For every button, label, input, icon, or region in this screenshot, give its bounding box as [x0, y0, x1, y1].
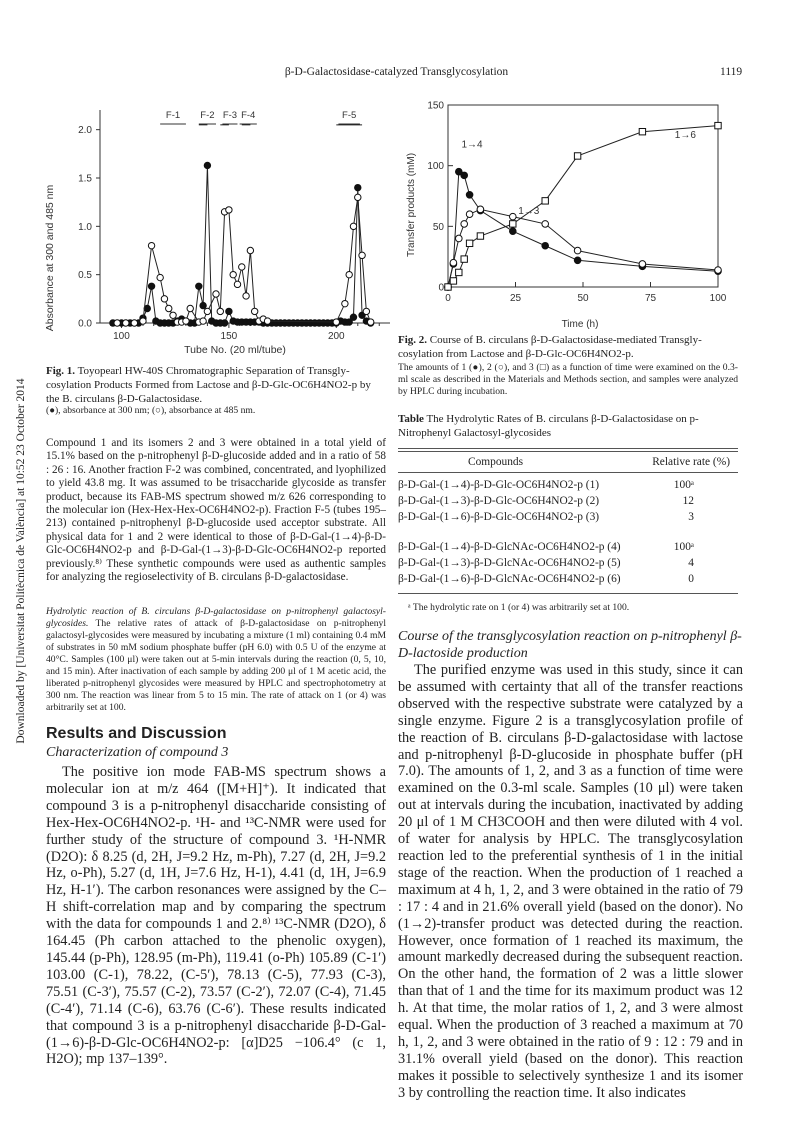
- figure-1-caption: [46, 364, 386, 406]
- table-row: [398, 509, 738, 525]
- table-row: [398, 539, 738, 555]
- data-point-485nm: [346, 271, 352, 277]
- x-tick-label: 25: [509, 293, 522, 304]
- data-point-300nm: [221, 320, 227, 326]
- data-point-compound-1: [461, 172, 468, 179]
- paragraph-characterization: The positive ion mode FAB-MS spectrum shows a molecular ion at m/z 464 ([M+H]⁺). It indicated that compound 3 is a p-nitrophenyl disaccharide consisting of Hex-Hex-OC6H4NO2-p. ¹H- and ¹³C-NMR were used for further study of the structure of compound 3. ¹H-NMR (D2O): δ 8.25 (d, 2H, J=9.2 Hz, m-Ph), 7.27 (d, 2H, J=9.2 Hz, o-Ph), 5.27 (d, 1H, J=7.6 Hz, H-1), 4.41 (d, 1H, J=6.9 Hz, H-1′). The carbon resonances were assigned by the C–H shift-correlation map and by comparing the spectrum with the data for compounds 1 and 2.⁸⁾ ¹³C-NMR (D2O), δ 164.45 (Ph carbon attached to the phenolic oxygen), 145.44 (p-Ph), 128.95 (m-Ph), 119.41 (o-Ph) 105.89 (C-1′) 103.00 (C-1), 78.22, (C-5′), 78.13 (C-5), 77.93 (C-3), 75.51 (C-3′), 75.57 (C-2), 73.57 (C-2′), 72.07 (C-4), 71.45 (C-4′), 71.14 (C-6), 63.76 (C-6′). These results indicated that compound 3 is a p-nitrophenyl disaccharide β-D-Gal-(1→6)-β-D-Glc-OC6H4NO2-p: [α]D25 −106.4° (c 1, H2O); mp 137–139°.: [46, 764, 386, 1068]
- data-point-485nm: [367, 319, 373, 325]
- data-point-compound-3: [466, 240, 472, 246]
- figure-2-note: The amounts of 1 (●), 2 (○), and 3 (□) as a function of time were examined on the 0.3-ml scale as described in the Materials and Methods section, and samples were analyzed by HPLC during incubation.: [398, 362, 738, 397]
- data-point-485nm: [350, 223, 356, 229]
- data-point-compound-3: [456, 269, 462, 275]
- data-point-compound-1: [542, 242, 549, 249]
- figure-1-x-label: Tube No. (20 ml/tube): [184, 344, 286, 356]
- download-note: [6, 350, 28, 780]
- data-point-300nm: [350, 314, 356, 320]
- data-point-485nm: [123, 320, 129, 326]
- data-point-compound-3: [639, 128, 645, 134]
- data-point-485nm: [355, 194, 361, 200]
- y-tick-label: 0.5: [78, 270, 92, 282]
- figure-2-caption-text: Course of B. circulans β-D-Galactosidase-mediated Transgly-cosylation from Lactose and β-D-Glc-OC6H4NO2-p.: [398, 334, 702, 360]
- data-point-compound-3: [510, 221, 516, 227]
- data-point-300nm: [355, 184, 361, 190]
- x-tick-label: 0: [445, 293, 451, 304]
- rates-table-body: [398, 477, 738, 587]
- data-point-compound-3: [450, 278, 456, 284]
- data-point-compound-3: [574, 153, 580, 159]
- figure-2-chart: [400, 95, 730, 335]
- x-tick-label: 100: [709, 293, 727, 304]
- data-point-300nm: [148, 283, 154, 289]
- data-point-485nm: [239, 264, 245, 270]
- rates-table: [398, 452, 738, 472]
- figure-1-fraction-brackets: [160, 110, 360, 124]
- data-point-compound-2: [542, 221, 549, 228]
- data-point-compound-3: [445, 284, 451, 290]
- data-point-compound-2: [477, 206, 484, 213]
- data-point-485nm: [264, 318, 270, 324]
- data-point-compound-3: [715, 122, 721, 128]
- data-point-compound-2: [450, 259, 457, 266]
- course-subheading: Course of the transglycosylation reaction on p-nitrophenyl β-D-lactoside production: [398, 629, 742, 661]
- data-point-485nm: [131, 320, 137, 326]
- x-tick-label: 100: [113, 331, 130, 342]
- table-cell-rate: 3: [688, 511, 694, 523]
- table-title-text: The Hydrolytic Rates of B. circulans β-D-Galactosidase on p-Nitrophenyl Galactosyl-glycosides: [398, 413, 699, 439]
- data-point-compound-3: [477, 233, 483, 239]
- data-point-compound-2: [574, 247, 581, 254]
- data-point-compound-1: [574, 257, 581, 264]
- table-cell-rate: 100ᵃ: [673, 541, 694, 553]
- data-point-485nm: [342, 300, 348, 306]
- data-point-compound-1: [466, 191, 473, 198]
- header-relative-rate: Relative rate (%): [652, 456, 730, 468]
- y-tick-label: 150: [427, 100, 444, 112]
- x-tick-label: 150: [220, 331, 238, 342]
- table-row: [398, 493, 738, 509]
- fraction-label: F-4: [241, 110, 256, 121]
- table-cell-rate: 4: [688, 557, 694, 569]
- data-point-485nm: [170, 312, 176, 318]
- figure-2-caption-title: Fig. 2.: [398, 334, 428, 346]
- data-point-485nm: [363, 308, 369, 314]
- figure-2-y-label: Transfer products (mM): [406, 152, 417, 258]
- table-title: [398, 412, 738, 440]
- data-point-300nm: [226, 308, 232, 314]
- data-point-compound-3: [542, 198, 548, 204]
- hydrolytic-method-text: The relative rates of attack of β-D-galactosidase on p-nitrophenyl galactosyl-glycosides were measured by incubating a mixture (1 ml) containing 0.4 mM of substrates in 50 mM sodium phosphate buffer (pH 6.0) with 0.5 U of the enzyme at 40°C. Samples (100 μl) were taken out at 5-min intervals during the reaction (0, 5, 10, and 15 min). After inactivation of each sample by adding 200 μl of 1 M acetic acid, the liberated p-nitrophenyl glycosides were measured by HPLC and spectrophotometry at 300 nm. The reaction was linear from 5 to 15 min. The rate of attack on 1 (or 4) was arbitrarily set at 100.: [46, 618, 386, 713]
- series-line: [448, 172, 718, 287]
- figure-2-x-label: Time (h): [561, 319, 599, 330]
- data-point-485nm: [234, 281, 240, 287]
- data-point-compound-2: [456, 235, 463, 242]
- data-point-300nm: [204, 162, 210, 168]
- data-point-485nm: [183, 318, 189, 324]
- table-footnote: ᵃ The hydrolytic rate on 1 (or 4) was arbitrarily set at 100.: [408, 602, 630, 613]
- data-point-compound-2: [639, 261, 646, 268]
- figure-1-caption-text: Toyopearl HW-40S Chromatographic Separation of Transgly-cosylation Products Formed from Lactose and β-D-Glc-OC6H4NO2-p by the B. circulans β-D-Galactosidase.: [46, 365, 371, 405]
- data-point-compound-2: [715, 267, 722, 274]
- running-head: β-D-Galactosidase-catalyzed Transglycosylation: [284, 66, 509, 78]
- y-tick-label: 50: [432, 221, 444, 233]
- curve-label: 1→3: [518, 206, 540, 218]
- header-compounds: Compounds: [468, 456, 524, 468]
- data-point-485nm: [230, 271, 236, 277]
- table-cell-rate: 12: [682, 495, 694, 507]
- data-point-485nm: [166, 305, 172, 311]
- paragraph-hydrolytic-method: [46, 606, 386, 714]
- data-point-485nm: [200, 318, 206, 324]
- download-note-text: Downloaded by [Universitat Politècnica de València] at 10:52 23 October 2014: [15, 378, 27, 744]
- y-tick-label: 2.0: [78, 125, 92, 137]
- data-point-485nm: [114, 320, 120, 326]
- figure-1-series: [110, 125, 374, 326]
- figure-2-caption: [398, 333, 738, 361]
- data-point-485nm: [157, 274, 163, 280]
- figure-1-chart: [40, 98, 395, 358]
- table-cell-compound: β-D-Gal-(1→4)-β-D-Glc-OC6H4NO2-p (1): [398, 479, 600, 491]
- data-point-485nm: [148, 242, 154, 248]
- table-cell-rate: 0: [688, 573, 694, 585]
- hydrolytic-method-title: Hydrolytic reaction of B. circulans β-D-galactosidase on p-nitrophenyl galactosyl-glycosides.: [46, 606, 386, 629]
- curve-label: 1→6: [674, 129, 696, 141]
- data-point-compound-2: [510, 213, 517, 220]
- page-number: 1119: [720, 66, 743, 78]
- rates-table-wrapper: [398, 448, 738, 614]
- data-point-compound-3: [461, 256, 467, 262]
- data-point-485nm: [226, 207, 232, 213]
- table-cell-compound: β-D-Gal-(1→6)-β-D-Glc-OC6H4NO2-p (3): [398, 511, 600, 523]
- y-tick-label: 1.0: [78, 221, 92, 233]
- y-tick-label: 100: [427, 161, 444, 173]
- data-point-485nm: [247, 247, 253, 253]
- data-point-485nm: [251, 308, 257, 314]
- fraction-label: F-5: [342, 110, 357, 121]
- data-point-485nm: [204, 308, 210, 314]
- table-row: [398, 477, 738, 493]
- data-point-485nm: [213, 291, 219, 297]
- paragraph-compound-yield: Compound 1 and its isomers 2 and 3 were obtained in a total yield of 15.1% based on the p-nitrophenyl β-D-glucoside added and in a ratio of 58 : 26 : 16. Another fraction F-2 was combined, concentrated, and lyophilized to yield 43.8 mg. It was assumed to be trisaccharide glycoside as transfer product, because its FAB-MS spectrum showed m/z 626 corresponding to the molecular ion (Hex-Hex-Hex-OC6H4NO2-p). Fraction F-5 (tubes 195–213) contained p-nitrophenyl β-D-glucoside used acceptor substrate. All physical data for 1 and 2 were identical to those of β-D-Gal-(1→4)-β-D-Glc-OC6H4NO2-p and β-D-Gal-(1→3)-β-D-Glc-OC6H4NO2-p reported previously.⁸⁾ These synthetic compounds were used as authentic samples for analyzing the regioselectivity of B. circulans β-D-galactosidase.: [46, 437, 386, 584]
- table-header-row: [398, 452, 738, 472]
- y-tick-label: 1.5: [78, 173, 92, 185]
- table-cell-compound: β-D-Gal-(1→3)-β-D-Glc-OC6H4NO2-p (2): [398, 495, 600, 507]
- fraction-label: F-2: [200, 110, 215, 121]
- data-point-compound-2: [461, 221, 468, 228]
- table-title-label: Table: [398, 413, 424, 425]
- data-point-485nm: [217, 308, 223, 314]
- y-tick-label: 0: [438, 282, 444, 294]
- x-tick-label: 50: [577, 293, 589, 304]
- series-line: [448, 126, 718, 287]
- x-tick-label: 75: [644, 293, 657, 304]
- data-point-485nm: [140, 318, 146, 324]
- table-row: [398, 571, 738, 587]
- fraction-label: F-1: [165, 110, 181, 121]
- data-point-485nm: [243, 293, 249, 299]
- data-point-compound-1: [510, 228, 517, 235]
- paragraph-course: The purified enzyme was used in this study, since it can be assumed with certainty that all of the transfer reactions observed with the respective substrate were catalyzed by a single enzyme. Figure 2 is a transglycosylation profile of the reaction of B. circulans β-D-galactosidase with lactose and p-nitrophenyl β-D-glucoside in phosphate buffer (pH 7.0). The amounts of 1, 2, and 3 as a function of time were examined on the 0.3-ml scale. Samples (10 μl) were taken out at intervals during the incubation, inactivated by adding 20 μl of 1 M CH3COOH and then were diluted with 4 vol. of water for analysis by HPLC. The transglycosylation reaction led to the preferential synthesis of 1 in the initial stage of the reaction. When the production of 1 reached a maximum at 4 h, 1, 2, and 3 were obtained in the ratio of 79 : 17 : 4 and in 21.6% overall yield (based on the donor). No (1→2)-transfer product was detected during the reaction. However, once formation of 1 reached its maximum, the amount markedly decreased during the subsequent reaction. On the other hand, the formation of 2 was a little slower than that of 1 and the time for its maximum product was 12 h. At that time, the molar ratios of 1, 2, and 3 were almost equal. When the production of 3 reached a maximum at 70 h, 1, 2, and 3 were obtained in the ratio of 9 : 12 : 79 and in 31.1% overall yield (based on the donor). This reaction makes it possible to selectively synthesize 1 and its isomer 3 by controlling the reaction time. It also indicates: [398, 662, 743, 1101]
- results-heading: Results and Discussion: [46, 725, 227, 742]
- data-point-300nm: [196, 283, 202, 289]
- fraction-label: F-3: [222, 110, 238, 121]
- table-cell-compound: β-D-Gal-(1→4)-β-D-GlcNAc-OC6H4NO2-p (4): [398, 541, 621, 553]
- data-point-485nm: [333, 319, 339, 325]
- data-point-300nm: [200, 302, 206, 308]
- data-point-485nm: [161, 296, 167, 302]
- figure-1-y-label: Absorbance at 300 and 485 nm: [44, 184, 56, 332]
- data-point-485nm: [359, 252, 365, 258]
- series-line: [117, 197, 370, 323]
- figure-1-caption-title: Fig. 1.: [46, 365, 76, 377]
- figure-1-legend: (●), absorbance at 300 nm; (○), absorbance at 485 nm.: [46, 405, 256, 416]
- data-point-compound-2: [466, 211, 473, 218]
- data-point-485nm: [187, 305, 193, 311]
- table-row: [398, 555, 738, 571]
- table-cell-compound: β-D-Gal-(1→6)-β-D-GlcNAc-OC6H4NO2-p (6): [398, 573, 621, 585]
- table-cell-rate: 100ᵃ: [673, 479, 694, 491]
- y-tick-label: 0.0: [78, 318, 92, 330]
- curve-label: 1→4: [461, 139, 483, 151]
- series-line: [448, 209, 718, 287]
- characterization-subheading: Characterization of compound 3: [46, 745, 229, 760]
- x-tick-label: 200: [327, 331, 345, 342]
- table-cell-compound: β-D-Gal-(1→3)-β-D-GlcNAc-OC6H4NO2-p (5): [398, 557, 621, 569]
- figure-2-series: [445, 122, 722, 290]
